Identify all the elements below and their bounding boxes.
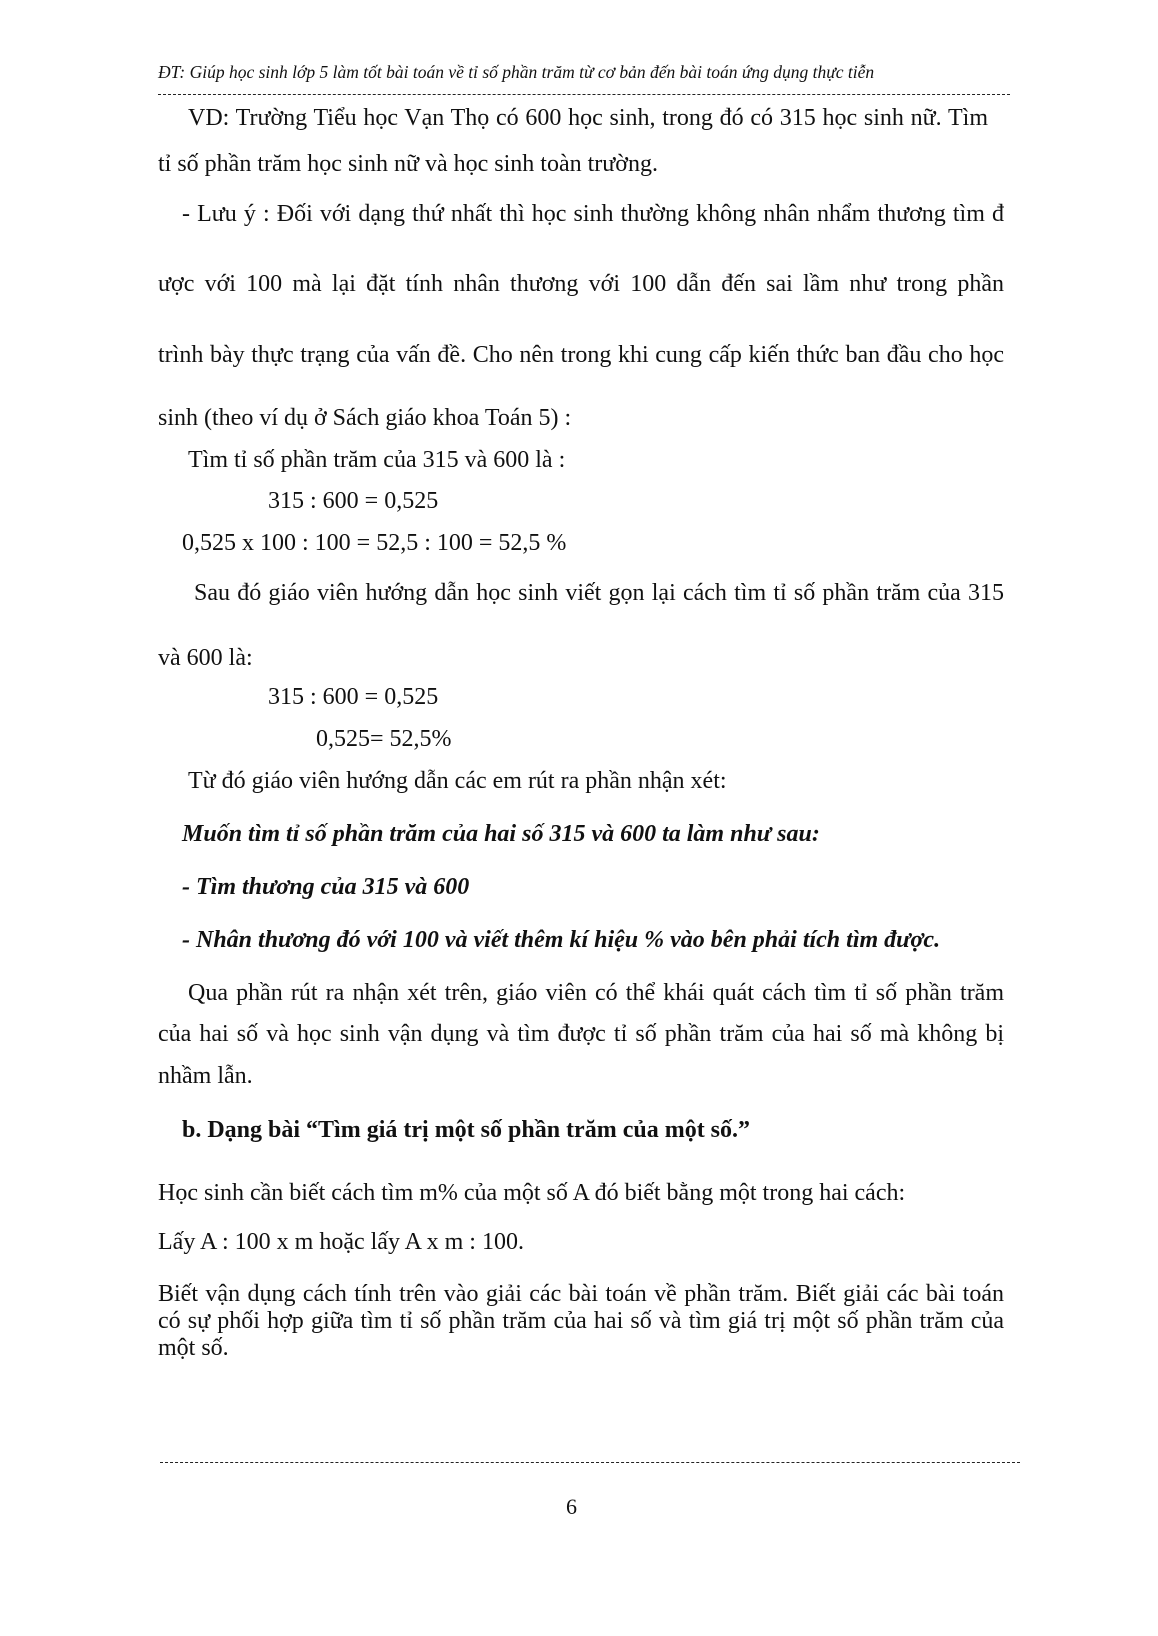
section-b-line-1: Học sinh cần biết cách tìm m% của một số A đó biết bằng một trong hai cách: bbox=[158, 1180, 906, 1206]
summary-line-1: Qua phần rút ra nhận xét trên, giáo viên có thể khái quát cách tìm tỉ số phần trăm bbox=[188, 980, 1004, 1006]
page-number: 6 bbox=[566, 1494, 577, 1519]
calculation-2: 0,525 x 100 : 100 = 52,5 : 100 = 52,5 % bbox=[182, 530, 567, 556]
summary-line-2: của hai số và học sinh vận dụng và tìm được tỉ số phần trăm của hai số mà không bị bbox=[158, 1021, 1004, 1047]
note-line-1: - Lưu ý : Đối với dạng thứ nhất thì học sinh thường không nhân nhẩm thương tìm đ bbox=[182, 201, 1004, 227]
rule-step-2: - Nhân thương đó với 100 và viết thêm kí hiệu % vào bên phải tích tìm được. bbox=[182, 927, 941, 953]
example-line-1: VD: Trường Tiểu học Vạn Thọ có 600 học sinh, trong đó có 315 học sinh nữ. Tìm bbox=[188, 105, 988, 131]
note-line-4: sinh (theo ví dụ ở Sách giáo khoa Toán 5) : bbox=[158, 405, 572, 431]
after-line-1: Sau đó giáo viên hướng dẫn học sinh viết gọn lại cách tìm tỉ số phần trăm của 315 bbox=[194, 580, 1004, 606]
summary-line-3: nhầm lẫn. bbox=[158, 1063, 253, 1089]
note-line-3: trình bày thực trạng của vấn đề. Cho nên trong khi cung cấp kiến thức ban đầu cho học bbox=[158, 342, 1004, 368]
after-line-2: và 600 là: bbox=[158, 645, 253, 671]
footer-divider bbox=[160, 1462, 1020, 1463]
rule-title: Muốn tìm tỉ số phần trăm của hai số 315 và 600 ta làm như sau: bbox=[182, 821, 820, 847]
example-line-2: tỉ số phần trăm học sinh nữ và học sinh toàn trường. bbox=[158, 151, 658, 177]
rule-step-1: - Tìm thương của 315 và 600 bbox=[182, 874, 470, 900]
page-header: ĐT: Giúp học sinh lớp 5 làm tốt bài toán về tỉ số phần trăm từ cơ bản đến bài toán ứng dụng thực tiễn bbox=[158, 62, 875, 82]
find-ratio-line: Tìm tỉ số phần trăm của 315 và 600 là : bbox=[188, 447, 566, 473]
guide-line: Từ đó giáo viên hướng dẫn các em rút ra phần nhận xét: bbox=[188, 768, 727, 794]
header-divider bbox=[158, 94, 1010, 95]
section-b-line-4: có sự phối hợp giữa tìm tỉ số phần trăm của hai số và tìm giá trị một số phần trăm của bbox=[158, 1308, 1004, 1334]
section-b-line-2: Lấy A : 100 x m hoặc lấy A x m : 100. bbox=[158, 1229, 524, 1255]
section-b-heading: b. Dạng bài “Tìm giá trị một số phần trăm của một số.” bbox=[182, 1117, 751, 1143]
section-b-line-5: một số. bbox=[158, 1335, 229, 1361]
calculation-4: 0,525= 52,5% bbox=[316, 726, 452, 752]
note-line-2: ược với 100 mà lại đặt tính nhân thương với 100 dẫn đến sai lầm như trong phần bbox=[158, 271, 1004, 297]
calculation-1: 315 : 600 = 0,525 bbox=[268, 488, 439, 514]
section-b-line-3: Biết vận dụng cách tính trên vào giải các bài toán về phần trăm. Biết giải các bài toán bbox=[158, 1281, 1004, 1307]
calculation-3: 315 : 600 = 0,525 bbox=[268, 684, 439, 710]
